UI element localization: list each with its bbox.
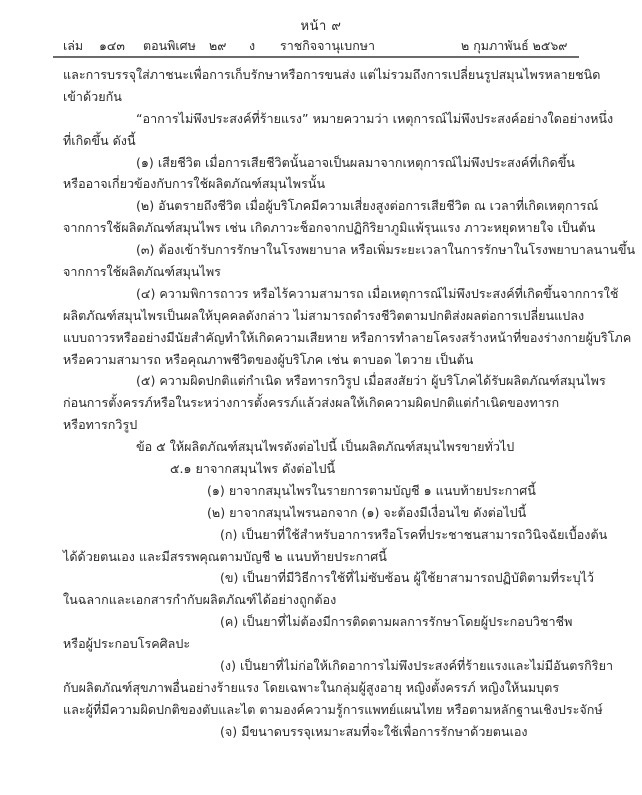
text-line: (๑) เสียชีวิต เมื่อการเสียชีวิตนั้นอาจเป็นผลมาจากเหตุการณ์ไม่พึงประสงค์ที่เกิดขึ้น xyxy=(136,154,575,170)
text-line: แบบถาวรหรืออย่างมีนัยสำคัญทำให้เกิดความเสียหาย หรือการทำลายโครงสร้างหน้าที่ของร่างกายผู้บริโภค xyxy=(63,329,632,345)
text-line: (ก) เป็นยาที่ใช้สำหรับอาการหรือโรคที่ประชาชนสามารถวินิจฉัยเบื้องต้น xyxy=(220,526,608,542)
text-line: และผู้ที่มีความผิดปกติของตับและไต ตามองค์ความรู้การแพทย์แผนไทย หรือตามหลักฐานเชิงประจักษ์ xyxy=(63,701,603,717)
text-line: ๕.๑ ยาจากสมุนไพร ดังต่อไปนี้ xyxy=(170,461,336,477)
text-line: หรือทารกวิรูป xyxy=(63,417,138,433)
text-line: (ค) เป็นยาที่ไม่ต้องมีการติดตามผลการรักษาโดยผู้ประกอบวิชาชีพ xyxy=(220,614,573,630)
gazette-header xyxy=(53,36,579,54)
text-line: (๒) อันตรายถึงชีวิต เมื่อผู้บริโภคมีความเสี่ยงสูงต่อการเสียชีวิต ณ เวลาที่เกิดเหตุการณ์ xyxy=(136,198,599,214)
text-line: (จ) มีขนาดบรรจุเหมาะสมที่จะใช้เพื่อการรักษาด้วยตนเอง xyxy=(220,723,528,739)
text-line: ข้อ ๕ ให้ผลิตภัณฑ์สมุนไพรดังต่อไปนี้ เป็นผลิตภัณฑ์สมุนไพรขายทั่วไป xyxy=(136,439,515,455)
text-line: ในฉลากและเอกสารกำกับผลิตภัณฑ์ได้อย่างถูกต้อง xyxy=(63,592,337,608)
text-line: หรืออาจเกี่ยวข้องกับการใช้ผลิตภัณฑ์สมุนไพรนั้น xyxy=(63,176,326,192)
text-line: (๑) ยาจากสมุนไพรในรายการตามบัญชี ๑ แนบท้ายประกาศนี้ xyxy=(207,482,536,498)
text-line: (ง) เป็นยาที่ไม่ก่อให้เกิดอาการไม่พึงประสงค์ที่ร้ายแรงและไม่มีอันตรกิริยา xyxy=(220,658,614,674)
text-line: กับผลิตภัณฑ์สุขภาพอื่นอย่างร้ายแรง โดยเฉพาะในกลุ่มผู้สูงอายุ หญิงตั้งครรภ์ หญิงให้นมบุตร xyxy=(63,679,560,695)
header-divider xyxy=(53,56,579,58)
text-line: หรือความสามารถ หรือคุณภาพชีวิตของผู้บริโภค เช่น ตาบอด ไตวาย เป็นต้น xyxy=(63,351,474,367)
text-line: และการบรรจุใส่ภาชนะเพื่อการเก็บรักษาหรือการขนส่ง แต่ไม่รวมถึงการเปลี่ยนรูปสมุนไพรหลายชนิด xyxy=(63,67,601,82)
text-line: “อาการไม่พึงประสงค์ที่ร้ายแรง” หมายความว่า เหตุการณ์ไม่พึงประสงค์อย่างใดอย่างหนึ่ง xyxy=(136,110,614,126)
text-line: ได้ด้วยตนเอง และมีสรรพคุณตามบัญชี ๒ แนบท้ายประกาศนี้ xyxy=(63,548,387,564)
section-letter: ง xyxy=(249,38,256,53)
text-line: ที่เกิดขึ้น ดังนี้ xyxy=(63,132,136,148)
publication-date: ๒ กุมภาพันธ์ ๒๕๖๙ xyxy=(461,38,568,53)
section-label: ตอนพิเศษ xyxy=(143,38,196,53)
section-number: ๒๙ xyxy=(209,38,227,53)
text-line: ผลิตภัณฑ์สมุนไพรเป็นผลให้บุคคลดังกล่าว ไม่สามารถดำรงชีวิตตามปกติส่งผลต่อการเปลี่ยนแปลง xyxy=(63,307,585,323)
text-line: (๕) ความผิดปกติแต่กำเนิด หรือทารกวิรูป เมื่อสงสัยว่า ผู้บริโภคได้รับผลิตภัณฑ์สมุนไพร xyxy=(136,373,606,389)
text-line: หรือผู้ประกอบโรคศิลปะ xyxy=(63,636,191,652)
document-body xyxy=(63,64,636,743)
text-line: (๓) ต้องเข้ารับการรักษาในโรงพยาบาล หรือเพิ่มระยะเวลาในการรักษาในโรงพยาบาลนานขึ้น xyxy=(136,242,636,258)
text-line: จากการใช้ผลิตภัณฑ์สมุนไพร เช่น เกิดภาวะช็อกจากปฏิกิริยาภูมิแพ้รุนแรง ภาวะหยุดหายใจ เป็นต้น xyxy=(63,220,596,236)
text-line: (๒) ยาจากสมุนไพรนอกจาก (๑) จะต้องมีเงื่อนไข ดังต่อไปนี้ xyxy=(207,504,527,520)
text-line: (ข) เป็นยาที่มีวิธีการใช้ที่ไม่ซับซ้อน ผู้ใช้ยาสามารถปฏิบัติตามที่ระบุไว้ xyxy=(220,570,594,586)
volume-number: ๑๔๓ xyxy=(99,38,125,53)
text-line: (๔) ความพิการถาวร หรือไร้ความสามารถ เมื่อเหตุการณ์ไม่พึงประสงค์ที่เกิดขึ้นจากการใช้ xyxy=(136,285,619,301)
text-line: ก่อนการตั้งครรภ์หรือในระหว่างการตั้งครรภ์แล้วส่งผลให้เกิดความผิดปกติแต่กำเนิดของทารก xyxy=(63,395,560,411)
publication-name: ราชกิจจานุเบกษา xyxy=(280,38,376,53)
text-line: เข้าด้วยกัน xyxy=(63,88,122,104)
text-line: จากการใช้ผลิตภัณฑ์สมุนไพร xyxy=(63,264,221,280)
page-number: หน้า ๙ xyxy=(300,19,342,34)
volume-label: เล่ม xyxy=(63,38,84,53)
